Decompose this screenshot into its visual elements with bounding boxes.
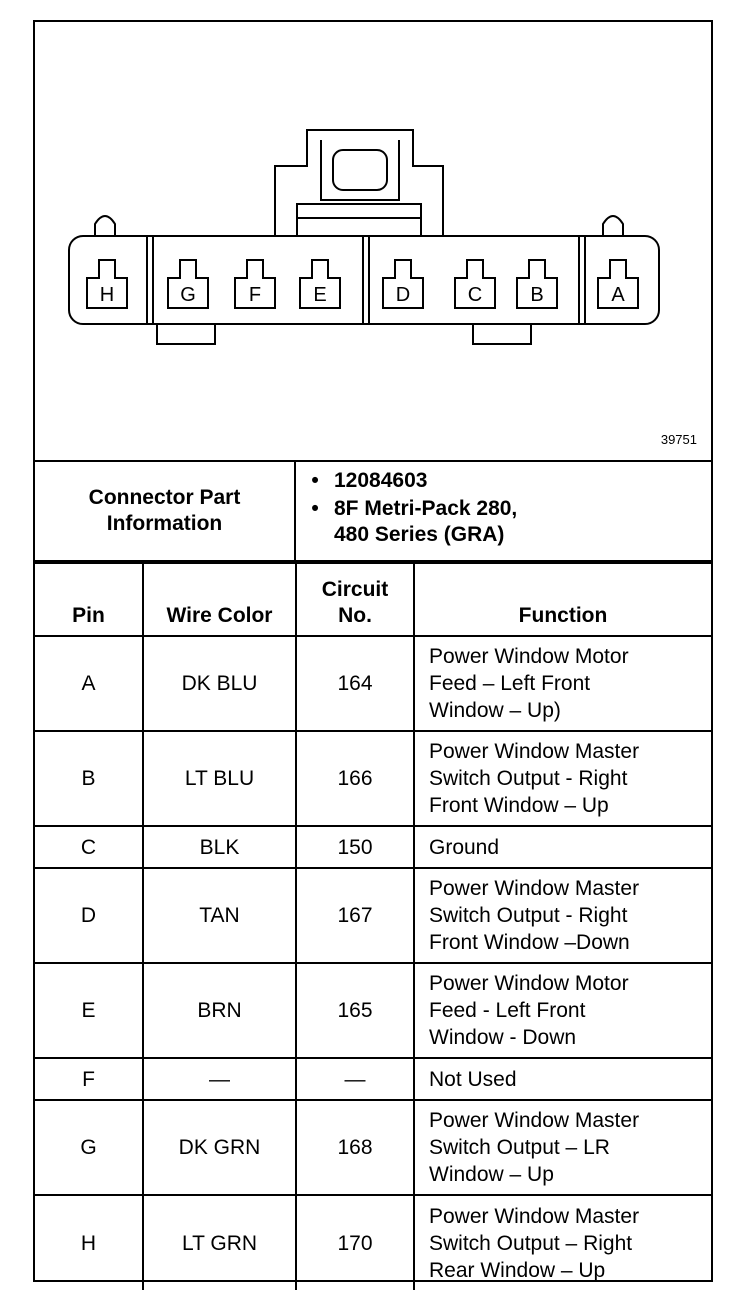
circuit-cell: 166 (296, 731, 414, 826)
cavity-label: D (395, 284, 411, 306)
pin-cell: H (35, 1195, 143, 1290)
function-line: Front Window –Down (429, 931, 630, 954)
pin-cell: E (35, 963, 143, 1058)
table-row (35, 1195, 711, 1290)
table-row (35, 868, 711, 963)
connector-info-header-line: Connector Part (88, 486, 241, 509)
wire-color-cell: LT BLU (143, 731, 296, 826)
header-circuit-line: No. (338, 604, 372, 627)
cavity-label: B (530, 284, 544, 306)
function-line: Rear Window – Up (429, 1258, 606, 1282)
pin-table (35, 562, 711, 1290)
table-row (35, 731, 711, 826)
function-line: Power Window Master (429, 877, 640, 900)
connector-series-line: 8F Metri-Pack 280, (334, 497, 518, 520)
table-row (35, 1100, 711, 1195)
wire-color-cell: TAN (143, 868, 296, 963)
cavity-label: G (180, 284, 196, 306)
cavity-label: C (467, 284, 483, 306)
function-line: Switch Output - Right (429, 904, 628, 927)
connector-info-header (35, 462, 296, 560)
function-cell (414, 1100, 711, 1195)
function-line: Power Window Master (429, 1204, 640, 1228)
connector-diagram (35, 22, 711, 460)
circuit-cell: 168 (296, 1100, 414, 1195)
function-line: Window - Down (429, 1026, 577, 1049)
function-line: Switch Output – LR (429, 1136, 610, 1159)
circuit-cell: 150 (296, 826, 414, 868)
function-line: Window – Up (429, 1163, 554, 1186)
header-wire-color: Wire Color (143, 563, 296, 636)
table-row (35, 1058, 711, 1100)
function-cell (414, 963, 711, 1058)
circuit-cell: 164 (296, 636, 414, 731)
function-cell (414, 1195, 711, 1290)
cavity-label: A (611, 284, 625, 306)
function-line: Power Window Motor (429, 645, 629, 668)
pin-table-header (35, 563, 711, 636)
cavity-label: E (313, 284, 327, 306)
connector-info-header-line: Information (106, 512, 223, 535)
header-pin: Pin (35, 563, 143, 636)
table-row (35, 636, 711, 731)
pin-cell: G (35, 1100, 143, 1195)
wire-color-cell: DK BLU (143, 636, 296, 731)
function-cell (414, 1058, 711, 1100)
circuit-cell: 167 (296, 868, 414, 963)
wire-color-cell: BRN (143, 963, 296, 1058)
table-row (35, 963, 711, 1058)
pin-cell: C (35, 826, 143, 868)
table-row (35, 826, 711, 868)
part-number: 12084603 (334, 469, 428, 492)
function-line: Front Window – Up (429, 794, 609, 817)
header-circuit-no (296, 563, 414, 636)
function-line: Feed – Left Front (429, 672, 591, 695)
function-line: Power Window Motor (429, 972, 629, 995)
wire-color-cell: BLK (143, 826, 296, 868)
function-line: Not Used (429, 1067, 517, 1091)
function-cell (414, 731, 711, 826)
bullet-icon: • (311, 497, 319, 520)
connector-drawing (35, 22, 711, 460)
bullet-item (296, 496, 711, 548)
function-line: Power Window Master (429, 1109, 640, 1132)
function-line: Ground (429, 835, 500, 859)
pin-cell: B (35, 731, 143, 826)
figure-number: 39751 (660, 432, 697, 447)
cavity-label: F (248, 284, 262, 306)
circuit-cell: 170 (296, 1195, 414, 1290)
function-cell (414, 868, 711, 963)
function-line: Switch Output - Right (429, 767, 628, 790)
cavity-label: H (99, 284, 115, 306)
pin-cell: F (35, 1058, 143, 1100)
wire-color-cell: — (143, 1058, 296, 1100)
wire-color-cell: LT GRN (143, 1195, 296, 1290)
bullet-item (296, 468, 711, 494)
header-function: Function (414, 563, 711, 636)
pin-cell: D (35, 868, 143, 963)
wire-color-cell: DK GRN (143, 1100, 296, 1195)
circuit-cell: — (296, 1058, 414, 1100)
function-cell (414, 826, 711, 868)
connector-info-bullets (296, 466, 711, 548)
function-cell (414, 636, 711, 731)
bullet-icon: • (311, 469, 319, 492)
connector-series-line: 480 Series (GRA) (334, 523, 505, 546)
circuit-cell: 165 (296, 963, 414, 1058)
function-line: Switch Output – Right (429, 1231, 633, 1255)
pin-cell: A (35, 636, 143, 731)
function-line: Window – Up) (429, 699, 561, 722)
function-line: Feed - Left Front (429, 999, 586, 1022)
connector-part-information (35, 460, 711, 562)
header-circuit-line: Circuit (321, 578, 389, 601)
function-line: Power Window Master (429, 740, 640, 763)
document-frame (33, 20, 713, 1282)
